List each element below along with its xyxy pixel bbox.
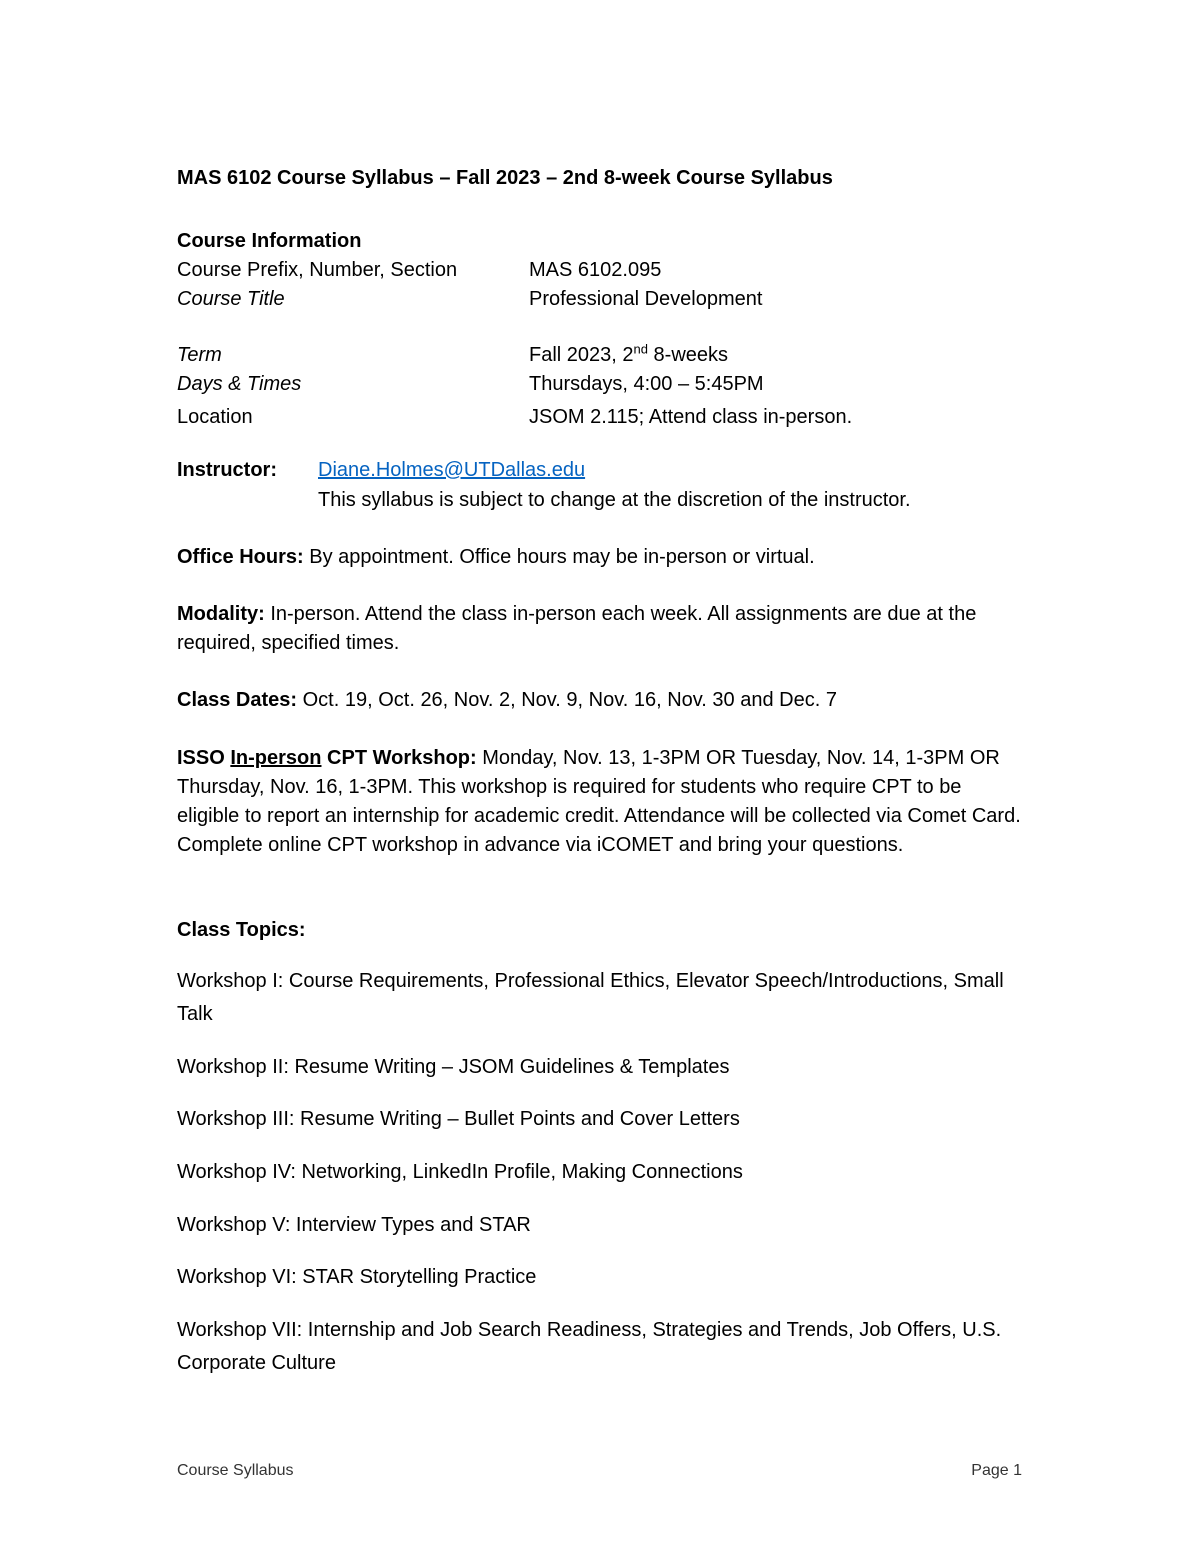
term-text-suffix: 8-weeks <box>647 344 729 366</box>
term-text: Fall 2023, 2 <box>529 344 634 366</box>
footer-page-number: Page 1 <box>971 1462 1022 1479</box>
info-row-course-prefix <box>177 256 1037 285</box>
info-label: Course Prefix, Number, Section <box>177 259 458 281</box>
info-label: Days & Times <box>177 373 302 395</box>
office-hours-text: By appointment. Office hours may be in-person or virtual. <box>309 546 815 568</box>
info-label: Course Title <box>177 288 285 310</box>
isso-label <box>177 747 477 769</box>
info-value: MAS 6102.095 <box>529 259 662 281</box>
term-superscript: nd <box>633 341 648 357</box>
workshop-item: Workshop V: Interview Types and STAR <box>177 1214 531 1236</box>
info-label: Term <box>177 344 222 366</box>
info-value: Thursdays, 4:00 – 5:45PM <box>529 373 764 395</box>
info-row-course-title <box>177 285 1037 314</box>
modality-text: In-person. Attend the class in-person each week. All assignments are due at the required, specified times. <box>177 603 977 654</box>
info-value: JSOM 2.115; Attend class in-person. <box>529 406 853 428</box>
class-dates-paragraph <box>177 686 1027 715</box>
class-topics-heading: Class Topics: <box>177 919 306 941</box>
class-dates-text: Oct. 19, Oct. 26, Nov. 2, Nov. 9, Nov. 16, Nov. 30 and Dec. 7 <box>302 689 837 711</box>
workshop-item: Workshop I: Course Requirements, Professional Ethics, Elevator Speech/Introductions, Small Talk <box>177 970 1004 1025</box>
workshop-item: Workshop VI: STAR Storytelling Practice <box>177 1266 537 1288</box>
info-value: Professional Development <box>529 288 763 310</box>
info-label: Location <box>177 406 253 428</box>
info-row-location <box>177 403 1037 432</box>
syllabus-change-note: This syllabus is subject to change at the discretion of the instructor. <box>318 489 911 511</box>
workshop-item: Workshop II: Resume Writing – JSOM Guidelines & Templates <box>177 1056 730 1078</box>
info-row-days-times <box>177 370 1037 399</box>
office-hours-paragraph <box>177 543 1027 572</box>
workshop-item: Workshop IV: Networking, LinkedIn Profile, Making Connections <box>177 1161 743 1183</box>
isso-label-suffix: CPT Workshop: <box>321 747 477 769</box>
modality-label: Modality: <box>177 603 265 625</box>
isso-label-prefix: ISSO <box>177 747 231 769</box>
instructor-label: Instructor: <box>177 459 277 481</box>
workshop-item: Workshop VII: Internship and Job Search Readiness, Strategies and Trends, Job Offers, U.S. Corporate Culture <box>177 1319 1002 1374</box>
course-information-section <box>177 227 1037 432</box>
isso-text: Monday, Nov. 13, 1-3PM OR Tuesday, Nov. 14, 1-3PM OR Thursday, Nov. 16, 1-3PM. This workshop is required for students who require CPT to be eligible to report an internship for academic credit. Attendance will be collected via Comet Card. Complete online CPT workshop in advance via iCOMET and bring your questions. <box>177 747 1021 856</box>
isso-label-underlined: In-person <box>230 747 322 769</box>
isso-workshop-paragraph <box>177 744 1027 860</box>
document-title: MAS 6102 Course Syllabus – Fall 2023 – 2nd 8-week Course Syllabus <box>177 167 833 189</box>
course-information-heading: Course Information <box>177 230 362 252</box>
info-value <box>529 341 728 370</box>
instructor-email-link[interactable]: Diane.Holmes@UTDallas.edu <box>318 459 586 481</box>
class-dates-label: Class Dates: <box>177 689 298 711</box>
office-hours-label: Office Hours: <box>177 546 304 568</box>
footer-left: Course Syllabus <box>177 1462 294 1479</box>
info-row-term <box>177 341 1037 370</box>
workshop-item: Workshop III: Resume Writing – Bullet Points and Cover Letters <box>177 1108 740 1130</box>
modality-paragraph <box>177 600 1027 658</box>
